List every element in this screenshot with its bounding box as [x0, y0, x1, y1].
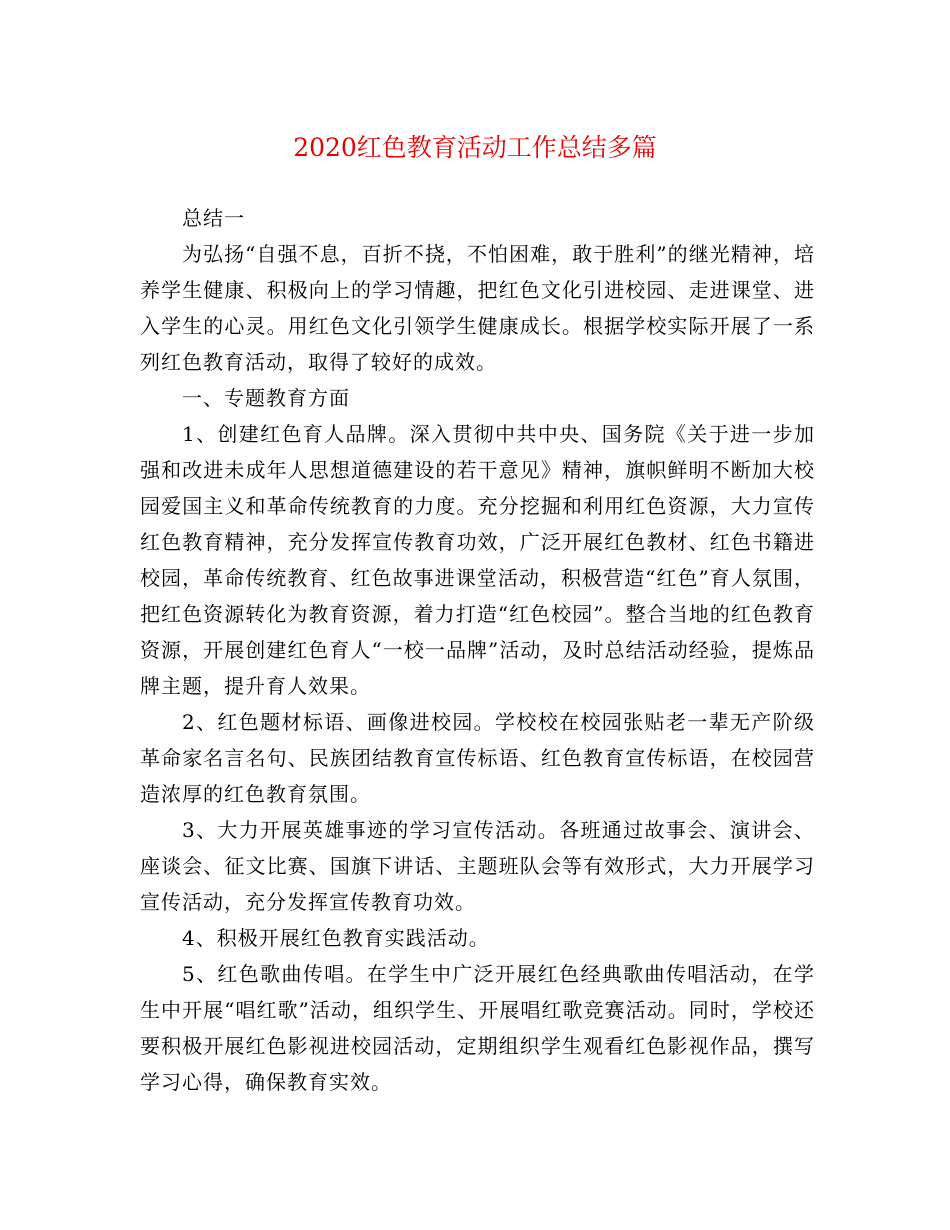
paragraph-item-1: 1、创建红色育人品牌。深入贯彻中共中央、国务院《关于进一步加强和改进未成年人思想道德建设的若干意见》精神，旗帜鲜明不断加大校园爱国主义和革命传统教育的力度。充分挖掘和利用红色资源，大力宣传红色教育精神，充分发挥宣传教育功效，广泛开展红色教材、红色书籍进校园，革命传统教育、红色故事进课堂活动，积极营造“红色”育人氛围，把红色资源转化为教育资源，着力打造“红色校园”。整合当地的红色教育资源，开展创建红色育人“一校一品牌”活动，及时总结活动经验，提炼品牌主题，提升育人效果。: [140, 422, 815, 698]
intro-paragraph: 为弘扬“自强不息，百折不挠，不怕困难，敢于胜利”的继光精神，培养学生健康、积极向上的学习情趣，把红色文化引进校园、走进课堂、进入学生的心灵。用红色文化引领学生健康成长。根据学校实际开展了一系列红色教育活动，取得了较好的成效。: [140, 242, 815, 374]
paragraph-item-3: 3、大力开展英雄事迹的学习宣传活动。各班通过故事会、演讲会、座谈会、征文比赛、国旗下讲话、主题班队会等有效形式，大力开展学习宣传活动，充分发挥宣传教育功效。: [140, 818, 815, 914]
section-heading-summary-one: 总结一: [182, 206, 245, 230]
document-title: 2020红色教育活动工作总结多篇: [293, 133, 657, 162]
document-body: [140, 200, 815, 1100]
paragraph-item-2: 2、红色题材标语、画像进校园。学校校在校园张贴老一辈无产阶级革命家名言名句、民族团结教育宣传标语、红色教育宣传标语，在校园营造浓厚的红色教育氛围。: [140, 710, 815, 806]
section-heading-topic-education: 一、专题教育方面: [182, 386, 350, 410]
paragraph-item-5: 5、红色歌曲传唱。在学生中广泛开展红色经典歌曲传唱活动，在学生中开展“唱红歌”活动，组织学生、开展唱红歌竞赛活动。同时，学校还要积极开展红色影视进校园活动，定期组织学生观看红色影视作品，撰写学习心得，确保教育实效。: [140, 962, 815, 1094]
paragraph-item-4: 4、积极开展红色教育实践活动。: [182, 926, 490, 950]
